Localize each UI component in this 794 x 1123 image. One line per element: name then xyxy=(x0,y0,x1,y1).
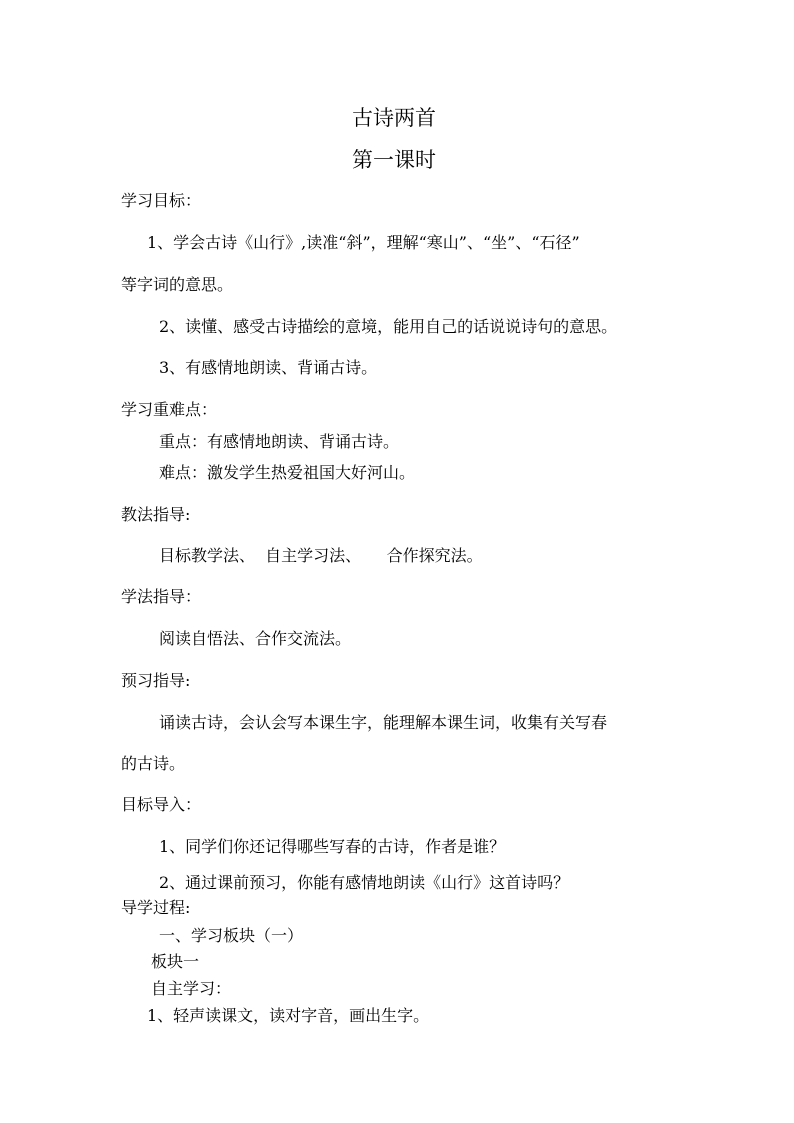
key-point-focus: 重点：有感情地朗读、背诵古诗。 xyxy=(159,432,400,451)
lesson-period: 第一课时 xyxy=(352,148,436,172)
objective-2: 2、读懂、感受古诗描绘的意境，能用自己的话说说诗句的意思。 xyxy=(159,317,618,336)
intro-question-2: 2、通过课前预习，你能有感情地朗读《山行》这首诗吗？ xyxy=(159,873,570,892)
preview-line-2: 的古诗。 xyxy=(121,754,186,773)
key-points-heading: 学习重难点： xyxy=(121,400,218,419)
objectives-heading: 学习目标： xyxy=(121,191,202,210)
objective-1-line-1: 1、学会古诗《山行》,读准“斜”，理解“寒山”、“坐”、“石径” xyxy=(147,233,580,252)
process-step-1: 1、轻声读课文，读对字音，画出生字。 xyxy=(147,1006,430,1025)
learning-method-content: 阅读自悟法、合作交流法。 xyxy=(159,629,352,648)
objective-1-line-2: 等字词的意思。 xyxy=(121,275,234,294)
key-point-difficulty: 难点：激发学生热爱祖国大好河山。 xyxy=(159,463,416,482)
process-heading: 导学过程: xyxy=(121,898,191,917)
learning-method-heading: 学法指导： xyxy=(121,587,202,606)
intro-question-1: 1、同学们你还记得哪些写春的古诗，作者是谁？ xyxy=(159,837,506,856)
process-section: 一、学习板块（一） xyxy=(159,926,304,945)
process-block: 板块一 xyxy=(151,952,200,971)
preview-line-1: 诵读古诗，会认会写本课生字，能理解本课生词，收集有关写春 xyxy=(159,713,608,732)
teaching-method-heading: 教法指导: xyxy=(121,505,191,524)
document-title: 古诗两首 xyxy=(352,106,436,130)
objective-3: 3、有感情地朗读、背诵古诗。 xyxy=(159,358,378,377)
self-study-label: 自主学习： xyxy=(151,979,232,998)
preview-heading: 预习指导: xyxy=(121,671,191,690)
teaching-method-content: 目标教学法、 自主学习法、 合作探究法。 xyxy=(159,546,483,565)
intro-heading: 目标导入： xyxy=(121,795,202,814)
